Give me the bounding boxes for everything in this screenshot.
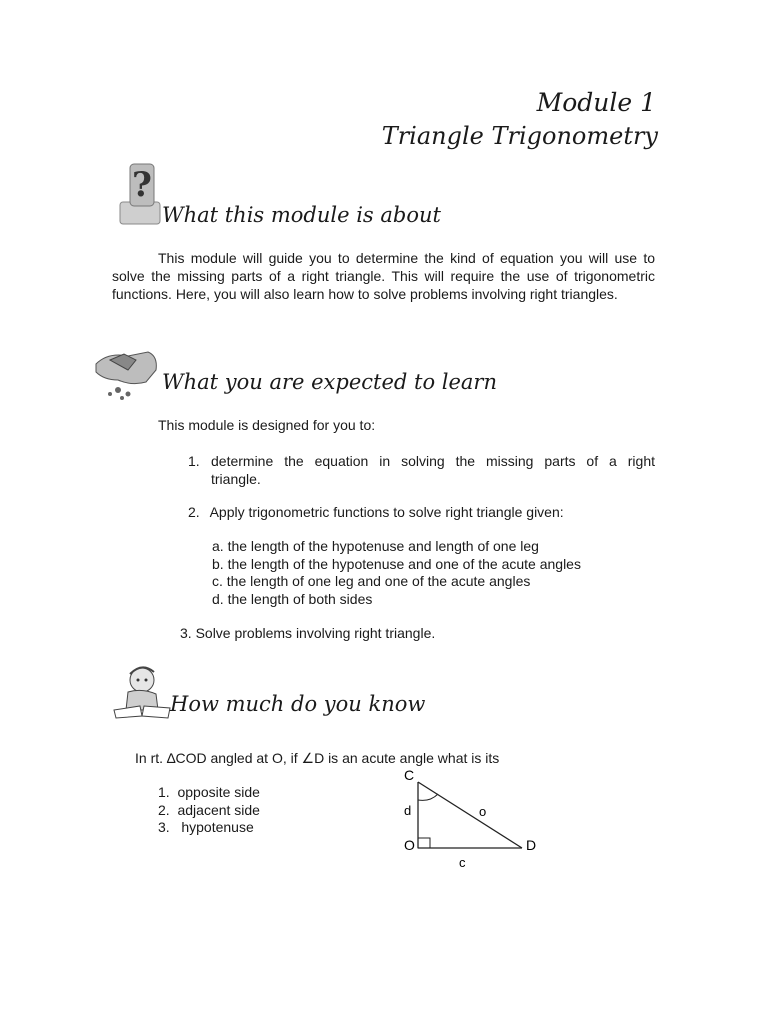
given-list [212, 538, 581, 608]
side-o-label: o [479, 804, 487, 819]
objective-1-line2: triangle. [211, 471, 261, 487]
right-angle-marker [418, 838, 430, 848]
section-heading-expected: What you are expected to learn [162, 370, 497, 394]
objective-2-number: 2. [188, 504, 200, 520]
angle-arc [418, 794, 438, 800]
question-options [158, 784, 260, 837]
objectives-intro: This module is designed for you to: [158, 417, 376, 433]
side-d-label: d [404, 803, 412, 818]
objective-1 [188, 452, 655, 488]
objective-1-line1: determine the equation in solving the missing parts of a right [211, 453, 655, 469]
option-item: 1. opposite side [158, 784, 260, 800]
vertex-d-label: D [526, 837, 537, 853]
objective-3: 3. Solve problems involving right triangle. [180, 625, 436, 641]
section-heading-know: How much do you know [170, 692, 426, 716]
option-item: 3. hypotenuse [158, 819, 254, 835]
objective-2 [188, 504, 564, 520]
side-cd [418, 782, 522, 848]
about-paragraph: This module will guide you to determine the kind of equation you will use to solve the missing parts of a right triangle. This will require the use of trigonometric functions. Here, you will also learn how to solve problems involving right triangles. [112, 250, 655, 302]
given-item: d. the length of both sides [212, 590, 373, 607]
given-item: b. the length of the hypotenuse and one of the acute angles [212, 555, 581, 572]
objective-1-number: 1. [188, 453, 200, 469]
given-item: a. the length of the hypotenuse and length of one leg [212, 538, 539, 554]
vertex-c-label: C [404, 767, 415, 783]
option-item: 2. adjacent side [158, 801, 260, 818]
question-text: In rt. ∆COD angled at O, if ∠D is an acute angle what is its [135, 750, 500, 766]
svg-text:?: ? [132, 165, 152, 205]
module-title: Triangle Trigonometry [381, 122, 658, 150]
student-reading-icon [112, 660, 172, 722]
vertex-o-label: O [404, 837, 415, 853]
objective-2-text: Apply trigonometric functions to solve right triangle given: [209, 504, 564, 520]
module-number: Module 1 [536, 88, 656, 117]
section-heading-about: What this module is about [162, 203, 441, 227]
given-item: c. the length of one leg and one of the acute angles [212, 573, 531, 589]
side-c-label: c [459, 855, 466, 870]
question-mark-icon [112, 158, 164, 230]
triangle-diagram [396, 764, 546, 874]
hands-icon [88, 346, 162, 402]
